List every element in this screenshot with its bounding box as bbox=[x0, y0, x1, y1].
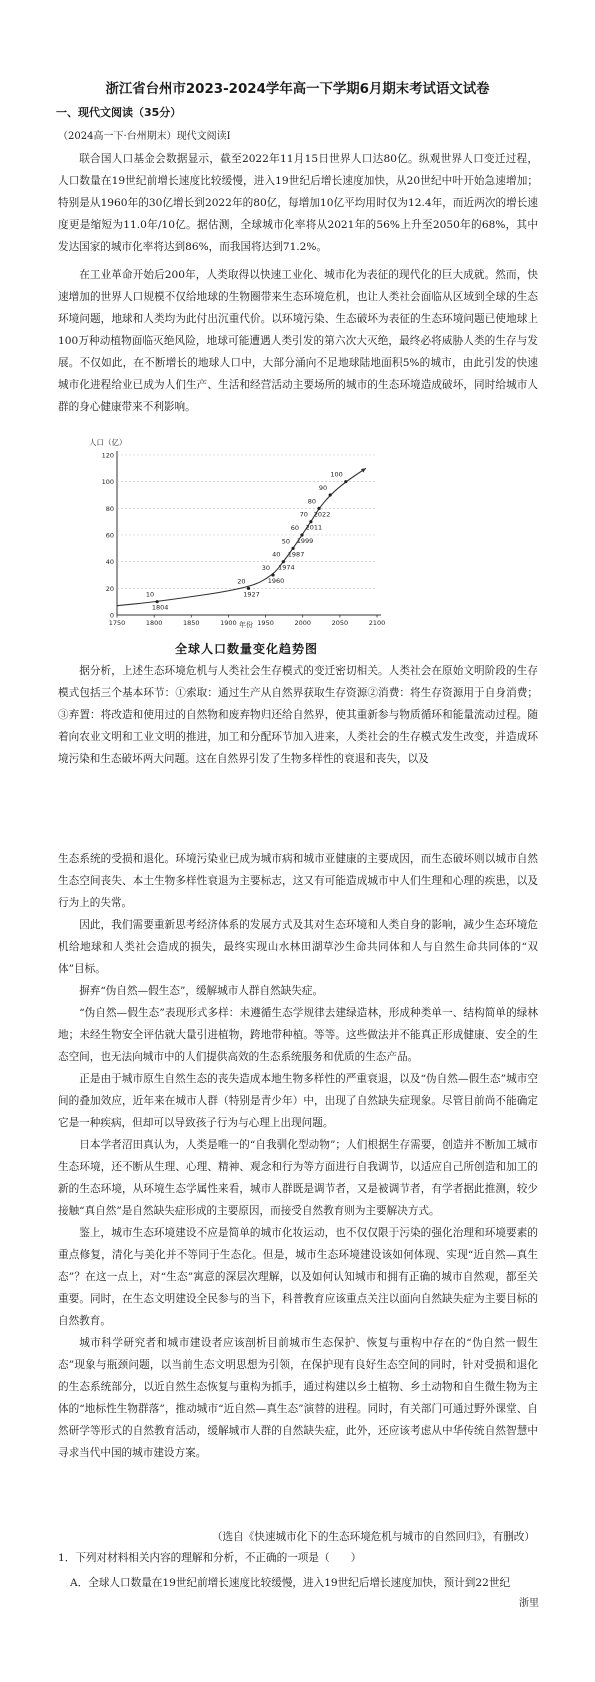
y-tick-label: 60 bbox=[105, 531, 114, 540]
x-tick-label: 1900 bbox=[220, 619, 237, 627]
curve-arrowhead bbox=[361, 468, 366, 472]
page-title: 浙江省台州市2023-2024学年高一下学期6月期末考试语文试卷 bbox=[105, 82, 490, 97]
paragraph-2: 在工业革命开始后200年，人类取得以快速工业化、城市化为表征的现代化的巨大成就。然而，快速增加的世界人口规模不仅给地球的生物圈带来生态环境危机，也让人类社会面临从区域到全球的生态环境问题，地球和人类均为此付出沉重代价。以环境污染、生态破坏为表征的生态环境问题已使地球上100万种动植物面临灭绝风险，地球可能遭遇人类引发的第六次大灭绝，最终必将威胁人类的生存与发展。不仅如此，在不断增长的地球人口中，大部分涌向不足地球陆地面积5%的城市，由此引发的快速城市化进程给业已成为人们生产、生活和经营活动主要场所的城市的生态环境造成破坏，同时给城市人群的身心健康带来不利影响。 bbox=[58, 269, 538, 413]
paragraph-7: “伪自然—假生态”表现形式多样：未遵循生态学规律去建绿造林，形成种类单一、结构简单的绿林地；未经生物安全评估就大量引进植物，跨地带种植。等等。这些做法并不能真正形成健康、安全的生态空间，也无法向城市中的人们提供高效的生态系统服务和优质的生态产品。 bbox=[58, 1007, 538, 1063]
y-tick-label: 120 bbox=[101, 451, 114, 460]
data-value-label: 70 bbox=[299, 510, 308, 519]
data-value-label: 90 bbox=[318, 484, 328, 492]
data-value-label: 20 bbox=[237, 577, 246, 586]
y-tick-label: 20 bbox=[105, 584, 114, 593]
data-year-label: 2022 bbox=[313, 510, 331, 519]
chart-title: 全球人口数量变化趋势图 bbox=[175, 642, 319, 656]
chart-ylabel: 人口（亿） bbox=[89, 438, 127, 447]
data-value-label: 30 bbox=[261, 564, 270, 572]
y-tick-label: 100 bbox=[101, 478, 114, 487]
paragraph-8: 正是由于城市原生自然生态的丧失造成本地生物多样性的严重衰退，以及“伪自然—假生态”城市空间的叠加效应，近年来在城市人群（特别是青少年）中，出现了自然缺失症现象。尽管目前尚不能确定它是一种疾病，但却可以导致孩子行为与心理上出现问题。 bbox=[58, 1073, 538, 1129]
y-tick-label: 40 bbox=[105, 558, 114, 567]
paragraph-5: 因此，我们需要重新思考经济体系的发展方式及其对生态环境和人类自身的影响，减少生态环境危机给地球和人类社会造成的损失，最终实现山水林田湖草沙生命共同体和人与自然生命共同体的“双体”目标。 bbox=[58, 919, 538, 975]
y-tick-label: 0 bbox=[109, 611, 114, 620]
x-tick-label: 2100 bbox=[368, 619, 386, 627]
data-year-label: 1999 bbox=[296, 537, 314, 545]
data-value-label: 100 bbox=[330, 470, 343, 479]
x-tick-label: 1950 bbox=[257, 619, 274, 627]
data-year-label: 1987 bbox=[287, 550, 305, 559]
option-a[interactable]: A．全球人口数量在19世纪前增长速度比较缓慢，进入19世纪后增长速度加快，预计到22世纪 bbox=[70, 1577, 511, 1589]
y-tick-label: 80 bbox=[105, 504, 114, 513]
x-tick-label: 1750 bbox=[108, 619, 126, 627]
data-value-label: 60 bbox=[290, 524, 299, 532]
source-note: （2024高一下·台州期末）现代文阅读I bbox=[58, 131, 231, 142]
section-heading: 一、现代文阅读（35分） bbox=[56, 106, 182, 119]
paragraph-9: 日本学者沼田真认为，人类是唯一的“自我驯化型动物”；人们根据生存需要，创造并不断加工城市生态环境，还不断从生理、心理、精神、观念和行为等方面进行自我调节，以适应自己所创造和加工的新的生态环境，从环境生态学属性来看，城市人群既是调节者，又是被调节者，有学者据此推测，较少接触“真自然”是自然缺失症形成的主要原因，而接受自然教育则为主要解决方式。 bbox=[58, 1139, 538, 1217]
question-1: 1．下列对材料相关内容的理解和分析，不正确的一项是（ ） bbox=[58, 1552, 362, 1564]
paragraph-1: 联合国人口基金会数据显示，截至2022年11月15日世界人口达80亿。纵观世界人口变迁过程，人口数量在19世纪前增长速度比较缓慢，进入19世纪后增长速度加快，从20世纪中叶开始急速增加；特别是从1960年的30亿增长到2022年的80亿，每增加10亿平均用时仅为12.4年，而近两次的增长速度更是缩短为11.0年/10亿。据估测，全球城市化率将从2021年的56%上升至2050年的68%，其中发达国家的城市化率将达到86%，而我国将达到71.2%。 bbox=[58, 153, 538, 253]
data-value-label: 10 bbox=[145, 590, 155, 599]
data-year-label: 1960 bbox=[267, 577, 285, 585]
paragraph-6: 摒弃“伪自然—假生态”，缓解城市人群自然缺失症。 bbox=[79, 985, 324, 997]
paragraph-4-cont: 生态系统的受损和退化。环境污染业已成为城市病和城市亚健康的主要成因，而生态破坏则以城市自然生态空间丧失、本土生物多样性衰退为主要标志，这又有可能造成城市中人们生理和心理的疾患，以及行为上的失常。 bbox=[58, 853, 538, 909]
data-year-label: 1927 bbox=[243, 590, 260, 599]
x-tick-label: 2000 bbox=[294, 619, 311, 627]
paragraph-3: 据分析，上述生态环境危机与人类社会生存模式的变迁密切相关。人类社会在原始文明阶段的生存模式包括三个基本环节：①索取：通过生产从自然界获取生存资源②消费：将生存资源用于自身消费；③弃置：将改造和使用过的自然物和废弃物归还给自然界，使其重新参与物质循环和能量流动过程。随着向农业文明和工业文明的推进，加工和分配环节加入进来，人类社会的生存模式发生改变，并造成环境污染和生态破坏两大问题。这在自然界引发了生物多样性的衰退和丧失，以及 bbox=[58, 665, 538, 765]
paragraph-11: 城市科学研究者和城市建设者应该剖析目前城市生态保护、恢复与重构中存在的“伪自然一假生态”现象与瓶颈问题，以当前生态文明思想为引领，在保护现有良好生态空间的同时，针对受损和退化的生态系统部分，以近自然生态恢复与重构为抓手，通过构建以乡土植物、乡土动物和自生微生物为主体的“地标性生物群落”，推动城市“近自然—真生态”演替的进程。同时，有关部门可通过野外课堂、自然研学等形式的自然教育活动，缓解城市人群的自然缺失症，此外，还应该考虑从中华传统自然智慧中寻求当代中国的城市建设方案。 bbox=[58, 1337, 538, 1459]
data-point bbox=[344, 480, 347, 483]
data-value-label: 50 bbox=[281, 537, 291, 546]
paragraph-10: 鉴上，城市生态环境建设不应是简单的城市化妆运动，也不仅仅限于污染的强化治理和环境要素的重点修复，清化与美化并不等同于生态化。但是，城市生态环境建设该如何体现、实现“近自然—真生态”？在这一点上，对“生态”寓意的深层次理解，以及如何认知城市和拥有正确的城市自然观，都至关重要。同时，在生态文明建设全民参与的当下，科普教育应该重点关注以面向自然缺失症为主要目标的自然教育。 bbox=[58, 1227, 538, 1327]
option-continuation: 浙里 bbox=[519, 1598, 539, 1609]
citation: （选自《快速城市化下的生态环境危机与城市的自然回归》，有删改） bbox=[211, 1531, 535, 1543]
chart-xlabel: 年份 bbox=[239, 621, 253, 629]
data-year-label: 1804 bbox=[151, 603, 169, 612]
x-tick-label: 1800 bbox=[145, 619, 163, 627]
data-year-label: 2011 bbox=[305, 523, 323, 532]
x-tick-label: 1850 bbox=[183, 619, 200, 627]
data-year-label: 1974 bbox=[278, 563, 295, 572]
x-tick-label: 2050 bbox=[331, 619, 349, 627]
data-value-label: 40 bbox=[272, 550, 281, 559]
population-chart bbox=[89, 437, 395, 657]
data-point bbox=[329, 493, 332, 496]
data-value-label: 80 bbox=[307, 497, 317, 506]
